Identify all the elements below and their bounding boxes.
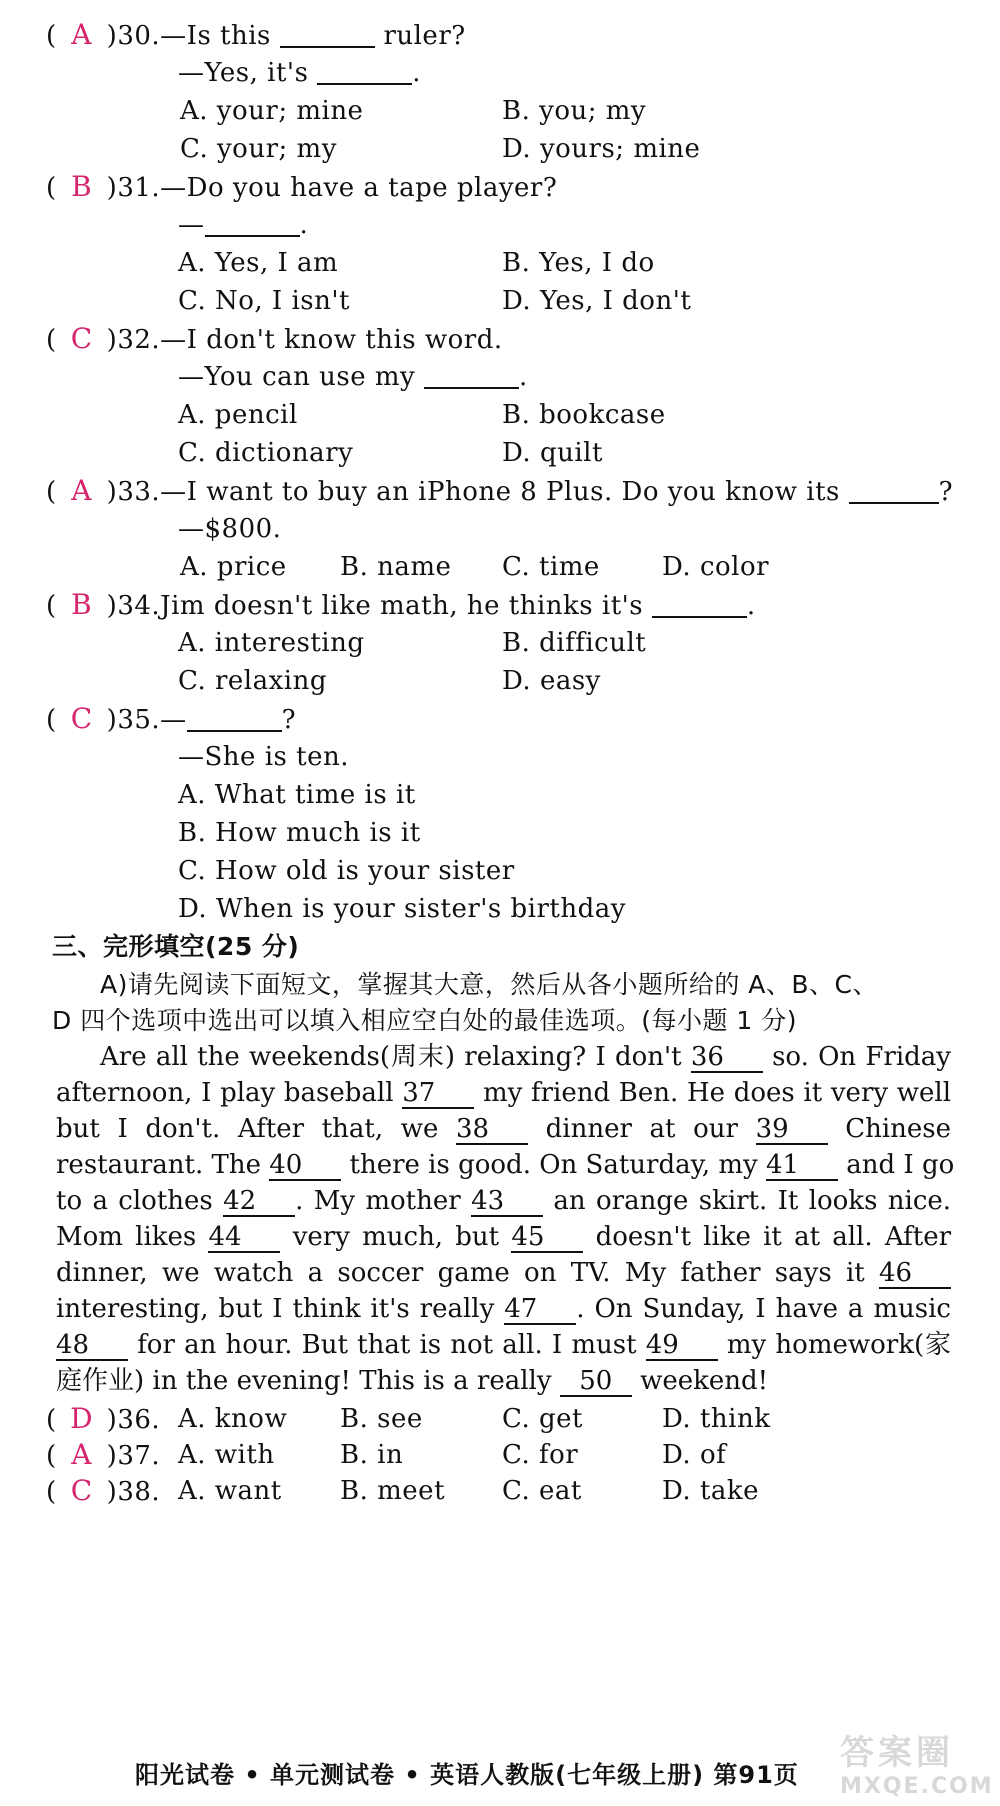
option-34-c: C. relaxing bbox=[178, 666, 327, 696]
cloze-blank: 41 bbox=[766, 1151, 838, 1181]
option-37-a: A. with bbox=[178, 1440, 275, 1470]
option-36-d: D. think bbox=[662, 1404, 771, 1434]
question-32-stem: ( C )32.—I don't know this word. bbox=[46, 322, 503, 355]
cloze-blank: 46 bbox=[879, 1259, 951, 1289]
option-35-b: B. How much is it bbox=[178, 818, 421, 848]
answer-blank bbox=[187, 704, 282, 732]
answer-38: C bbox=[70, 1474, 93, 1507]
cloze-blank: 49 bbox=[646, 1331, 718, 1361]
question-32-response: —You can use my . bbox=[178, 362, 528, 392]
option-31-c: C. No, I isn't bbox=[178, 286, 350, 316]
answer-35: C bbox=[70, 702, 93, 735]
option-31-d: D. Yes, I don't bbox=[502, 286, 692, 316]
cloze-blank: 47 bbox=[504, 1295, 576, 1325]
answer-blank bbox=[317, 57, 412, 85]
option-30-d: D. yours; mine bbox=[502, 134, 701, 164]
section-title: 三、完形填空(25 分) bbox=[52, 932, 300, 961]
cloze-blank: 40 bbox=[269, 1151, 341, 1181]
option-38-d: D. take bbox=[662, 1476, 760, 1506]
watermark-text: 答案圈 bbox=[840, 1733, 954, 1773]
option-38-a: A. want bbox=[178, 1476, 282, 1506]
answer-33: A bbox=[71, 474, 93, 507]
option-33-d: D. color bbox=[662, 552, 770, 582]
option-37-b: B. in bbox=[340, 1440, 404, 1470]
cloze-blank: 42 bbox=[223, 1187, 295, 1217]
option-35-c: C. How old is your sister bbox=[178, 856, 515, 886]
question-33-stem: ( A )33.—I want to buy an iPhone 8 Plus. Do you know its ? bbox=[46, 474, 954, 507]
option-37-d: D. of bbox=[662, 1440, 727, 1470]
option-34-b: B. difficult bbox=[502, 628, 647, 658]
passage-line: but I don't. After that, we 38 dinner at our 39 Chinese bbox=[56, 1114, 952, 1144]
section-instructions-1: A)请先阅读下面短文，掌握其大意，然后从各小题所给的 A、B、C、 bbox=[100, 970, 879, 999]
question-33-response: —$800. bbox=[178, 514, 282, 544]
cloze-blank: 43 bbox=[471, 1187, 543, 1217]
option-30-b: B. you; my bbox=[502, 96, 647, 126]
question-31-stem: ( B )31.—Do you have a tape player? bbox=[46, 170, 558, 203]
answer-36: D bbox=[70, 1402, 94, 1435]
question-35-stem: ( C )35.— ? bbox=[46, 702, 297, 735]
cloze-blank: 45 bbox=[511, 1223, 583, 1253]
question-31-response: — . bbox=[178, 210, 309, 240]
option-32-a: A. pencil bbox=[178, 400, 298, 430]
passage-line: afternoon, I play baseball 37 my friend Ben. He does it very well bbox=[56, 1078, 952, 1108]
passage-line: interesting, but I think it's really 47 . On Sunday, I have a music bbox=[56, 1294, 951, 1324]
option-38-c: C. eat bbox=[502, 1476, 582, 1506]
answer-30: A bbox=[71, 18, 93, 51]
cloze-blank: 36 bbox=[691, 1043, 763, 1073]
option-33-a: A. price bbox=[180, 552, 287, 582]
option-33-b: B. name bbox=[340, 552, 452, 582]
option-34-a: A. interesting bbox=[178, 628, 365, 658]
option-32-c: C. dictionary bbox=[178, 438, 354, 468]
passage-line: dinner, we watch a soccer game on TV. My father says it 46 bbox=[56, 1256, 951, 1290]
passage-line: 48 for an hour. But that is not all. I must 49 my homework(家 bbox=[56, 1330, 952, 1360]
option-38-b: B. meet bbox=[340, 1476, 446, 1506]
watermark-url: MXQE.COM bbox=[840, 1774, 994, 1799]
answer-blank bbox=[280, 20, 375, 48]
answer-32: C bbox=[70, 322, 93, 355]
cloze-blank: 44 bbox=[208, 1223, 280, 1253]
option-32-d: D. quilt bbox=[502, 438, 603, 468]
watermark-logo bbox=[840, 1725, 994, 1800]
passage-line: Mom likes 44 very much, but 45 doesn't like it at all. After bbox=[56, 1222, 952, 1252]
option-31-a: A. Yes, I am bbox=[178, 248, 339, 278]
option-30-c: C. your; my bbox=[180, 134, 337, 164]
question-30-stem: ( A )30.—Is this ruler? bbox=[46, 18, 466, 51]
question-35-response: —She is ten. bbox=[178, 742, 349, 772]
option-36-b: B. see bbox=[340, 1404, 423, 1434]
cloze-38: ( C )38. bbox=[46, 1474, 161, 1507]
option-37-c: C. for bbox=[502, 1440, 579, 1470]
answer-31: B bbox=[71, 170, 93, 203]
passage-line: restaurant. The 40 there is good. On Saturday, my 41 and I go bbox=[56, 1150, 955, 1180]
option-31-b: B. Yes, I do bbox=[502, 248, 655, 278]
question-34-stem: ( B )34.Jim doesn't like math, he thinks it's . bbox=[46, 588, 756, 621]
option-33-c: C. time bbox=[502, 552, 600, 582]
answer-34: B bbox=[71, 588, 93, 621]
cloze-36: ( D )36. bbox=[46, 1402, 161, 1435]
answer-blank bbox=[849, 476, 939, 504]
passage-line: Are all the weekends(周末) relaxing? I don't 36 so. On Friday bbox=[100, 1042, 951, 1072]
passage-line: to a clothes 42 . My mother 43 an orange skirt. It looks nice. bbox=[56, 1186, 952, 1216]
option-36-a: A. know bbox=[178, 1404, 288, 1434]
answer-blank bbox=[205, 209, 300, 237]
option-30-a: A. your; mine bbox=[180, 96, 364, 126]
section-instructions-2: D 四个选项中选出可以填入相应空白处的最佳选项。(每小题 1 分) bbox=[52, 1006, 798, 1035]
option-35-a: A. What time is it bbox=[178, 780, 416, 810]
cloze-blank: 48 bbox=[56, 1331, 128, 1361]
answer-blank bbox=[652, 590, 747, 618]
option-35-d: D. When is your sister's birthday bbox=[178, 894, 626, 924]
passage-line: 庭作业) in the evening! This is a really 50 weekend! bbox=[56, 1366, 769, 1396]
option-34-d: D. easy bbox=[502, 666, 601, 696]
cloze-blank: 38 bbox=[456, 1115, 528, 1145]
cloze-37: ( A )37. bbox=[46, 1438, 161, 1471]
answer-37: A bbox=[71, 1438, 93, 1471]
option-36-c: C. get bbox=[502, 1404, 583, 1434]
option-32-b: B. bookcase bbox=[502, 400, 666, 430]
answer-blank bbox=[424, 361, 519, 389]
question-30-response: —Yes, it's . bbox=[178, 58, 421, 88]
cloze-blank: 50 bbox=[560, 1367, 632, 1397]
cloze-blank: 39 bbox=[756, 1115, 828, 1145]
page-footer: 阳光试卷 • 单元测试卷 • 英语人教版(七年级上册) 第91页 bbox=[135, 1761, 799, 1789]
cloze-blank: 37 bbox=[402, 1079, 474, 1109]
